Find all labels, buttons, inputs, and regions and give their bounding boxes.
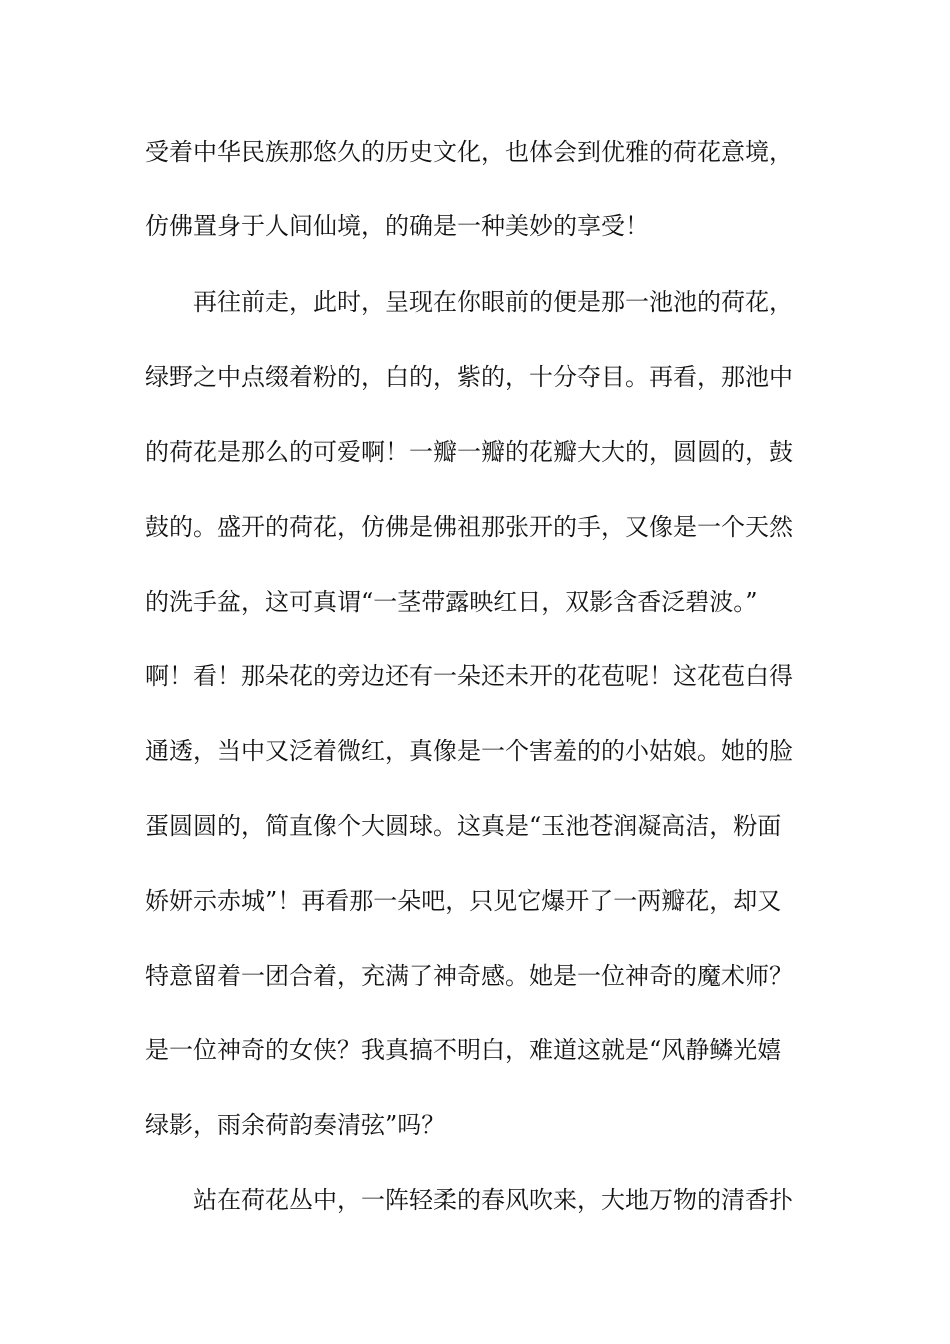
paragraph-start-line: 站在荷花丛中，一阵轻柔的春风吹来，大地万物的清香扑 — [193, 1186, 793, 1214]
text-line: 是一位神奇的女侠？我真搞不明白，难道这就是“风静鳞光嬉 — [145, 1036, 782, 1064]
text-line: 的洗手盆，这可真谓“一茎带露映红日，双影含香泛碧波。” — [145, 588, 758, 616]
text-line: 蛋圆圆的，简直像个大圆球。这真是“玉池苍润凝高洁，粉面 — [145, 812, 782, 840]
text-line: 绿影，雨余荷韵奏清弦”吗？ — [145, 1111, 446, 1139]
text-line: 受着中华民族那悠久的历史文化，也体会到优雅的荷花意境， — [145, 138, 793, 166]
text-line: 的荷花是那么的可爱啊！一瓣一瓣的花瓣大大的，圆圆的，鼓 — [145, 438, 793, 466]
text-line: 鼓的。盛开的荷花，仿佛是佛祖那张开的手，又像是一个天然 — [145, 513, 793, 541]
text-line: 绿野之中点缀着粉的，白的，紫的，十分夺目。再看，那池中 — [145, 363, 793, 391]
text-line: 啊！看！那朵花的旁边还有一朵还未开的花苞呢！这花苞白得 — [145, 662, 793, 690]
text-line: 特意留着一团合着，充满了神奇感。她是一位神奇的魔术师？ — [145, 962, 793, 990]
text-line: 娇妍示赤城”！再看那一朵吧，只见它爆开了一两瓣花，却又 — [145, 887, 782, 915]
text-line: 通透，当中又泛着微红，真像是一个害羞的的小姑娘。她的脸 — [145, 737, 793, 765]
paragraph-start-line: 再往前走，此时，呈现在你眼前的便是那一池池的荷花， — [193, 288, 793, 316]
text-line: 仿佛置身于人间仙境，的确是一种美妙的享受！ — [145, 212, 649, 240]
